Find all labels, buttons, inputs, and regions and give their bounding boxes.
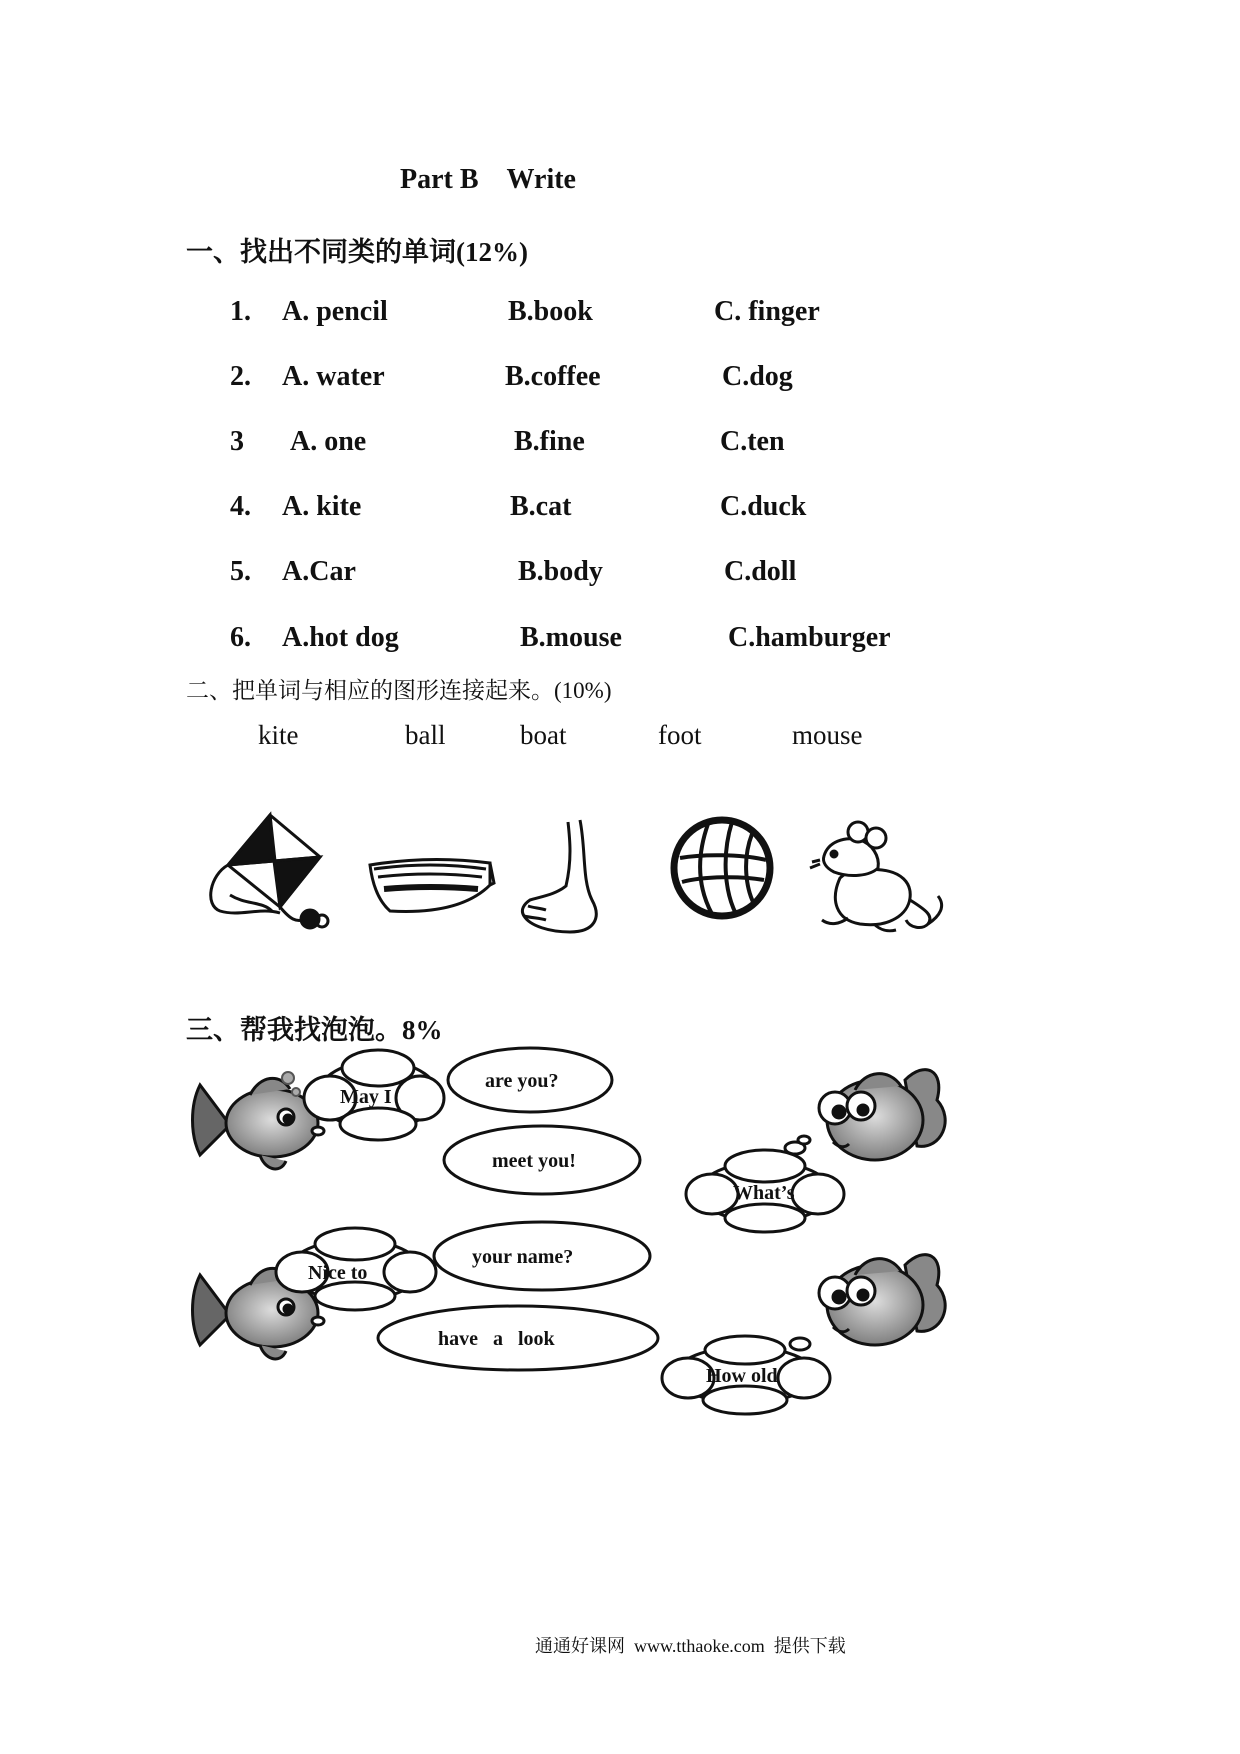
question-number: 1.: [230, 296, 251, 327]
cloud-text: Nice to: [308, 1262, 368, 1284]
bubble-dot: [282, 1072, 294, 1084]
oval-text: have a look: [438, 1328, 555, 1350]
question-number: 4.: [230, 491, 251, 522]
title-name: Write: [506, 164, 576, 195]
section2-heading: 二、把单词与相应的图形连接起来。(10%): [186, 678, 612, 703]
section1-heading: 一、找出不同类的单词(12%): [186, 237, 528, 267]
word-boat[interactable]: boat: [520, 720, 567, 750]
cloud-text: May I: [340, 1086, 392, 1108]
question-number: 2.: [230, 361, 251, 392]
boat-icon[interactable]: [370, 859, 494, 911]
oval-text: meet you!: [492, 1150, 576, 1172]
kite-icon[interactable]: [211, 815, 328, 928]
cloud-text: How old: [706, 1365, 778, 1387]
word-kite[interactable]: kite: [258, 720, 299, 750]
question-number: 6.: [230, 622, 251, 653]
fish-icon: [819, 1070, 945, 1160]
bubble-dot: [292, 1088, 300, 1096]
word-foot[interactable]: foot: [658, 720, 702, 750]
option-c[interactable]: C.ten: [720, 426, 785, 457]
oval-text: are you?: [485, 1070, 559, 1092]
mouse-icon[interactable]: [810, 822, 942, 931]
question-number: 3: [230, 426, 244, 457]
foot-icon[interactable]: [522, 820, 596, 932]
question-number: 5.: [230, 556, 251, 587]
word-ball[interactable]: ball: [405, 720, 446, 750]
option-c[interactable]: C.hamburger: [728, 622, 891, 653]
option-a[interactable]: A. one: [290, 426, 367, 457]
option-c[interactable]: C. finger: [714, 296, 820, 327]
option-a[interactable]: A. water: [282, 361, 385, 392]
option-c[interactable]: C.duck: [720, 491, 807, 522]
option-a[interactable]: A.Car: [282, 556, 356, 587]
option-b[interactable]: B.coffee: [505, 361, 601, 392]
fish-icon: [819, 1255, 945, 1345]
ball-icon[interactable]: [674, 820, 770, 916]
option-b[interactable]: B.cat: [510, 491, 572, 522]
cloud-text: What’s: [733, 1182, 795, 1204]
option-a[interactable]: A.hot dog: [282, 622, 399, 653]
option-b[interactable]: B.body: [518, 556, 603, 587]
footer-text: 通通好课网 www.tthaoke.com 提供下载: [535, 1636, 846, 1656]
option-b[interactable]: B.mouse: [520, 622, 622, 653]
option-c[interactable]: C.doll: [724, 556, 797, 587]
title-part: Part B: [400, 164, 479, 195]
option-a[interactable]: A. kite: [282, 491, 362, 522]
option-b[interactable]: B.fine: [514, 426, 585, 457]
word-mouse[interactable]: mouse: [792, 720, 863, 750]
option-b[interactable]: B.book: [508, 296, 593, 327]
option-c[interactable]: C.dog: [722, 361, 793, 392]
option-a[interactable]: A. pencil: [282, 296, 388, 327]
section3-heading: 三、帮我找泡泡。8%: [186, 1015, 443, 1045]
oval-text: your name?: [472, 1246, 574, 1268]
